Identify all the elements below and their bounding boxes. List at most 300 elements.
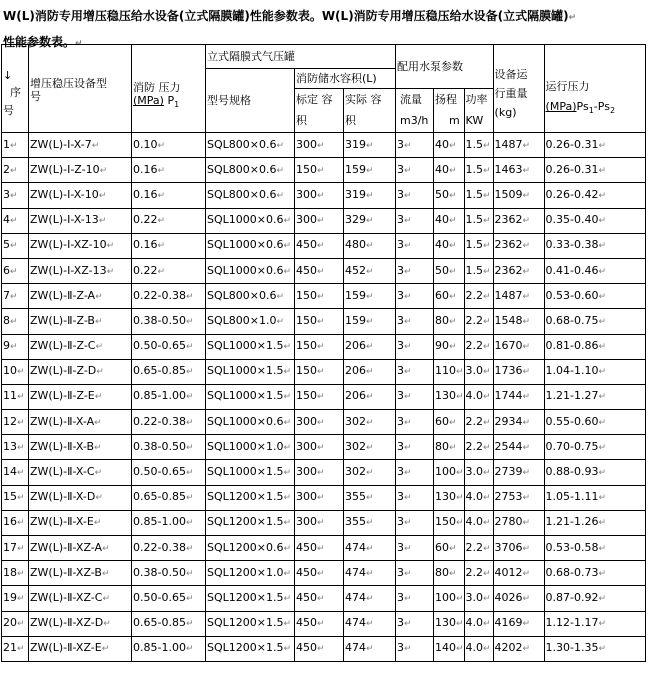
cell-value: 2739 bbox=[494, 465, 523, 479]
paragraph-mark-icon: ↵ bbox=[404, 468, 412, 479]
table-row bbox=[2, 611, 646, 636]
paragraph-mark-icon: ↵ bbox=[283, 619, 292, 630]
cell-value: 450 bbox=[296, 641, 317, 655]
cell-flow bbox=[396, 309, 434, 334]
cell-volume-actual bbox=[344, 233, 396, 258]
paragraph-mark-icon: ↵ bbox=[522, 493, 531, 504]
paragraph-mark-icon: ↵ bbox=[317, 165, 325, 176]
cell-value: SQL1000×0.6 bbox=[207, 213, 284, 227]
cell-value: 19 bbox=[3, 590, 17, 604]
cell-value: 40 bbox=[435, 137, 449, 151]
cell-value: 300 bbox=[296, 187, 317, 201]
header-head-line-1: 扬程 bbox=[435, 93, 457, 106]
cell-tank-model bbox=[206, 133, 295, 158]
cell-model bbox=[29, 561, 132, 586]
cell-flow bbox=[396, 359, 434, 384]
cell-value: 60 bbox=[435, 540, 449, 554]
cell-value: 1.12-1.17 bbox=[545, 616, 599, 630]
cell-volume-nominal bbox=[295, 334, 344, 359]
cell-tank-model bbox=[206, 460, 295, 485]
paragraph-mark-icon: ↵ bbox=[102, 543, 110, 554]
cell-fire-pressure bbox=[132, 208, 206, 233]
cell-value: 4012 bbox=[494, 565, 523, 579]
cell-model bbox=[29, 284, 132, 309]
cell-seq bbox=[2, 309, 29, 334]
cell-value: SQL800×0.6 bbox=[207, 137, 277, 151]
cell-run-pressure bbox=[544, 561, 645, 586]
cell-seq bbox=[2, 158, 29, 183]
cell-value: 0.22-0.38 bbox=[133, 540, 186, 554]
table-row bbox=[2, 384, 646, 409]
paragraph-mark-icon: ↵ bbox=[276, 316, 285, 327]
paragraph-mark-icon: ↵ bbox=[483, 241, 491, 252]
cell-value: 0.53-0.58 bbox=[545, 540, 599, 554]
cell-flow bbox=[396, 258, 434, 283]
cell-power bbox=[464, 133, 493, 158]
cell-value: 1.5 bbox=[465, 137, 484, 151]
cell-value: ZW(L)-Ⅱ-X-D bbox=[30, 490, 96, 504]
cell-value: 0.53-0.60 bbox=[545, 288, 599, 302]
paragraph-mark-icon: ↵ bbox=[456, 619, 464, 630]
cell-value: ZW(L)-Ⅰ-Z-10 bbox=[30, 162, 100, 176]
cell-value: 4202 bbox=[494, 641, 523, 655]
paragraph-mark-icon: ↵ bbox=[598, 316, 607, 327]
cell-value: 1509 bbox=[494, 187, 523, 201]
table-row bbox=[2, 410, 646, 435]
cell-seq bbox=[2, 510, 29, 535]
cell-value: 60 bbox=[435, 288, 449, 302]
cell-model bbox=[29, 611, 132, 636]
cell-flow bbox=[396, 536, 434, 561]
cell-value: 0.26-0.31 bbox=[545, 137, 599, 151]
cell-volume-nominal bbox=[295, 284, 344, 309]
paragraph-mark-icon: ↵ bbox=[185, 468, 194, 479]
paragraph-mark-icon: ↵ bbox=[366, 493, 374, 504]
cell-volume-nominal bbox=[295, 460, 344, 485]
paragraph-mark-icon: ↵ bbox=[456, 367, 464, 378]
cell-value: 1548 bbox=[494, 313, 523, 327]
paragraph-mark-icon: ↵ bbox=[106, 266, 115, 277]
table-row bbox=[2, 460, 646, 485]
cell-value: 80 bbox=[435, 439, 449, 453]
paragraph-mark-icon: ↵ bbox=[404, 316, 412, 327]
paragraph-mark-icon: ↵ bbox=[449, 442, 457, 453]
paragraph-mark-icon: ↵ bbox=[185, 392, 194, 403]
paragraph-mark-icon: ↵ bbox=[366, 392, 374, 403]
paragraph-mark-icon: ↵ bbox=[366, 468, 374, 479]
cell-value: 4.0 bbox=[465, 641, 484, 655]
cell-value: 0.55-0.60 bbox=[545, 414, 599, 428]
paragraph-mark-icon: ↵ bbox=[483, 593, 491, 604]
paragraph-mark-icon: ↵ bbox=[522, 190, 531, 201]
cell-flow bbox=[396, 435, 434, 460]
paragraph-mark-icon: ↵ bbox=[366, 644, 374, 655]
cell-power bbox=[464, 359, 493, 384]
cell-value: 40 bbox=[435, 238, 449, 252]
cell-weight bbox=[493, 183, 544, 208]
paragraph-mark-icon: ↵ bbox=[404, 593, 412, 604]
cell-value: ZW(L)-Ⅱ-X-A bbox=[30, 414, 95, 428]
cell-value: 2.2 bbox=[465, 313, 484, 327]
paragraph-mark-icon: ↵ bbox=[522, 568, 531, 579]
cell-value: 0.65-0.85 bbox=[133, 364, 186, 378]
paragraph-mark-icon: ↵ bbox=[366, 266, 374, 277]
paragraph-mark-icon: ↵ bbox=[317, 442, 325, 453]
cell-weight bbox=[493, 208, 544, 233]
header-seq-line-2: 序 bbox=[10, 85, 21, 99]
paragraph-mark-icon: ↵ bbox=[102, 593, 111, 604]
cell-value: 0.68-0.75 bbox=[545, 313, 599, 327]
header-volume-actual-line-2: 积 bbox=[345, 114, 356, 127]
paragraph-mark-icon: ↵ bbox=[366, 241, 374, 252]
cell-fire-pressure bbox=[132, 309, 206, 334]
cell-value: 1487 bbox=[494, 137, 523, 151]
paragraph-mark-icon: ↵ bbox=[449, 417, 457, 428]
paragraph-mark-icon: ↵ bbox=[404, 367, 412, 378]
cell-value: 474 bbox=[345, 540, 366, 554]
cell-value: 150 bbox=[296, 389, 317, 403]
paragraph-mark-icon: ↵ bbox=[185, 518, 194, 529]
paragraph-mark-icon: ↵ bbox=[404, 190, 412, 201]
cell-weight bbox=[493, 233, 544, 258]
cell-seq bbox=[2, 485, 29, 510]
cell-model bbox=[29, 334, 132, 359]
cell-weight bbox=[493, 258, 544, 283]
cell-value: 450 bbox=[296, 590, 317, 604]
paragraph-mark-icon: ↵ bbox=[317, 291, 325, 302]
cell-volume-actual bbox=[344, 410, 396, 435]
paragraph-mark-icon: ↵ bbox=[598, 140, 607, 151]
cell-volume-nominal bbox=[295, 309, 344, 334]
cell-value: 450 bbox=[296, 565, 317, 579]
cell-value: 355 bbox=[345, 490, 366, 504]
cell-power bbox=[464, 384, 493, 409]
paragraph-mark-icon: ↵ bbox=[598, 216, 607, 227]
cell-value: 3 bbox=[397, 238, 404, 252]
cell-value: 2934 bbox=[494, 414, 523, 428]
paragraph-mark-icon: ↵ bbox=[283, 367, 292, 378]
paragraph-mark-icon: ↵ bbox=[598, 165, 607, 176]
title-line-2: 性能参数表。 bbox=[3, 35, 76, 49]
cell-value: 1.05-1.11 bbox=[545, 490, 599, 504]
cell-value: 1.21-1.27 bbox=[545, 389, 599, 403]
paragraph-mark-icon: ↵ bbox=[456, 644, 464, 655]
cell-model bbox=[29, 435, 132, 460]
cell-volume-nominal bbox=[295, 510, 344, 535]
cell-run-pressure bbox=[544, 208, 645, 233]
cell-value: 0.22-0.38 bbox=[133, 414, 186, 428]
paragraph-mark-icon: ↵ bbox=[449, 342, 457, 353]
paragraph-mark-icon: ↵ bbox=[10, 140, 18, 151]
paragraph-mark-icon: ↵ bbox=[10, 216, 18, 227]
header-flow-line-2: m3/h bbox=[400, 114, 429, 127]
header-flow bbox=[396, 89, 434, 133]
paragraph-mark-icon: ↵ bbox=[157, 140, 166, 151]
cell-seq bbox=[2, 258, 29, 283]
cell-value: 3.0 bbox=[465, 364, 484, 378]
table-row bbox=[2, 183, 646, 208]
paragraph-mark-icon: ↵ bbox=[483, 493, 491, 504]
cell-tank-model bbox=[206, 258, 295, 283]
cell-tank-model bbox=[206, 359, 295, 384]
paragraph-mark-icon: ↵ bbox=[449, 543, 457, 554]
cell-seq bbox=[2, 359, 29, 384]
header-power-line-1: 功率 bbox=[465, 93, 488, 106]
paragraph-mark-icon: ↵ bbox=[10, 342, 18, 353]
cell-flow bbox=[396, 460, 434, 485]
paragraph-mark-icon: ↵ bbox=[17, 619, 25, 630]
cell-value: SQL1000×0.6 bbox=[207, 263, 284, 277]
cell-head bbox=[434, 410, 465, 435]
cell-value: 474 bbox=[345, 616, 366, 630]
paragraph-mark-icon: ↵ bbox=[404, 644, 412, 655]
paragraph-mark-icon: ↵ bbox=[598, 644, 607, 655]
cell-value: 480 bbox=[345, 238, 366, 252]
paragraph-mark-icon: ↵ bbox=[10, 266, 18, 277]
cell-weight bbox=[493, 133, 544, 158]
cell-value: SQL1000×1.0 bbox=[207, 439, 284, 453]
paragraph-mark-icon: ↵ bbox=[483, 266, 491, 277]
cell-value: 0.26-0.31 bbox=[545, 162, 599, 176]
cell-value: 5 bbox=[3, 238, 10, 252]
cell-seq bbox=[2, 460, 29, 485]
paragraph-mark-icon: ↵ bbox=[317, 316, 325, 327]
paragraph-mark-icon: ↵ bbox=[522, 442, 531, 453]
cell-value: ZW(L)-Ⅰ-X-7 bbox=[30, 137, 92, 151]
cell-power bbox=[464, 158, 493, 183]
cell-tank-model bbox=[206, 384, 295, 409]
cell-value: SQL1000×1.5 bbox=[207, 364, 284, 378]
paragraph-mark-icon: ↵ bbox=[10, 165, 18, 176]
cell-flow bbox=[396, 208, 434, 233]
cell-seq bbox=[2, 586, 29, 611]
cell-flow bbox=[396, 233, 434, 258]
table-row bbox=[2, 510, 646, 535]
cell-value: 2780 bbox=[494, 515, 523, 529]
paragraph-mark-icon: ↵ bbox=[283, 342, 292, 353]
cell-volume-actual bbox=[344, 133, 396, 158]
cell-value: 0.70-0.75 bbox=[545, 439, 599, 453]
cell-head bbox=[434, 258, 465, 283]
header-model-line-1: 增压稳压设备型 bbox=[30, 77, 107, 90]
paragraph-mark-icon: ↵ bbox=[366, 216, 374, 227]
cell-value: 150 bbox=[296, 162, 317, 176]
cell-power bbox=[464, 183, 493, 208]
paragraph-mark-icon: ↵ bbox=[456, 518, 464, 529]
paragraph-mark-icon: ↵ bbox=[449, 316, 457, 327]
cell-volume-actual bbox=[344, 158, 396, 183]
cell-value: 3 bbox=[397, 540, 404, 554]
cell-value: 3 bbox=[397, 137, 404, 151]
cell-weight bbox=[493, 158, 544, 183]
paragraph-mark-icon: ↵ bbox=[522, 593, 531, 604]
paragraph-mark-icon: ↵ bbox=[94, 442, 102, 453]
paragraph-mark-icon: ↵ bbox=[185, 342, 194, 353]
paragraph-mark-icon: ↵ bbox=[449, 241, 457, 252]
cell-weight bbox=[493, 334, 544, 359]
cell-value: 18 bbox=[3, 565, 17, 579]
cell-head bbox=[434, 334, 465, 359]
cell-head bbox=[434, 384, 465, 409]
cell-value: 0.87-0.92 bbox=[545, 590, 599, 604]
header-seq-line-3: 号 bbox=[3, 103, 14, 117]
paragraph-mark-icon: ↵ bbox=[95, 342, 104, 353]
cell-value: 0.68-0.73 bbox=[545, 565, 599, 579]
cell-value: SQL1200×1.5 bbox=[207, 515, 284, 529]
cell-weight bbox=[493, 636, 544, 661]
paragraph-mark-icon: ↵ bbox=[483, 165, 491, 176]
cell-volume-actual bbox=[344, 208, 396, 233]
cell-value: SQL1000×1.5 bbox=[207, 339, 284, 353]
cell-value: 12 bbox=[3, 414, 17, 428]
cell-value: 0.38-0.50 bbox=[133, 313, 186, 327]
cell-flow bbox=[396, 133, 434, 158]
cell-power bbox=[464, 258, 493, 283]
cell-value: 100 bbox=[435, 465, 456, 479]
cell-flow bbox=[396, 410, 434, 435]
header-flow-line-1: 流量 bbox=[400, 93, 422, 106]
header-model-line-2: 号 bbox=[30, 90, 41, 103]
cell-value: 159 bbox=[345, 313, 366, 327]
paragraph-mark-icon: ↵ bbox=[157, 266, 166, 277]
paragraph-mark-icon: ↵ bbox=[522, 342, 531, 353]
cell-value: SQL1200×1.5 bbox=[207, 616, 284, 630]
cell-value: 0.16 bbox=[133, 162, 158, 176]
cell-value: 2.2 bbox=[465, 339, 484, 353]
paragraph-mark-icon: ↵ bbox=[568, 13, 577, 23]
cell-run-pressure bbox=[544, 410, 645, 435]
cell-power bbox=[464, 485, 493, 510]
cell-value: 2.2 bbox=[465, 540, 484, 554]
cell-power bbox=[464, 561, 493, 586]
cell-value: 300 bbox=[296, 439, 317, 453]
cell-value: 450 bbox=[296, 616, 317, 630]
paragraph-mark-icon: ↵ bbox=[522, 266, 531, 277]
paragraph-mark-icon: ↵ bbox=[94, 392, 103, 403]
cell-value: 3 bbox=[397, 616, 404, 630]
cell-head bbox=[434, 636, 465, 661]
paragraph-mark-icon: ↵ bbox=[483, 291, 491, 302]
cell-run-pressure bbox=[544, 586, 645, 611]
cell-value: 452 bbox=[345, 263, 366, 277]
paragraph-mark-icon: ↵ bbox=[449, 568, 457, 579]
cell-value: 0.88-0.93 bbox=[545, 465, 599, 479]
cell-flow bbox=[396, 510, 434, 535]
paragraph-mark-icon: ↵ bbox=[317, 468, 325, 479]
cell-run-pressure bbox=[544, 611, 645, 636]
cell-volume-actual bbox=[344, 586, 396, 611]
cell-value: 3 bbox=[397, 590, 404, 604]
cell-value: 3 bbox=[397, 339, 404, 353]
cell-value: 10 bbox=[3, 364, 17, 378]
cell-volume-nominal bbox=[295, 183, 344, 208]
cell-run-pressure bbox=[544, 636, 645, 661]
cell-run-pressure bbox=[544, 233, 645, 258]
cell-tank-model bbox=[206, 611, 295, 636]
cell-fire-pressure bbox=[132, 334, 206, 359]
paragraph-mark-icon: ↵ bbox=[317, 417, 325, 428]
cell-volume-actual bbox=[344, 183, 396, 208]
cell-value: ZW(L)-Ⅱ-Z-A bbox=[30, 288, 96, 302]
cell-value: 4.0 bbox=[465, 616, 484, 630]
cell-value: 60 bbox=[435, 414, 449, 428]
cell-volume-nominal bbox=[295, 233, 344, 258]
paragraph-mark-icon: ↵ bbox=[598, 568, 607, 579]
cell-value: 206 bbox=[345, 339, 366, 353]
cell-value: 1.5 bbox=[465, 238, 484, 252]
header-volume-actual bbox=[344, 89, 396, 133]
cell-value: 300 bbox=[296, 414, 317, 428]
paragraph-mark-icon: ↵ bbox=[522, 291, 531, 302]
cell-fire-pressure bbox=[132, 611, 206, 636]
paragraph-mark-icon: ↵ bbox=[598, 190, 607, 201]
cell-value: 21 bbox=[3, 641, 17, 655]
cell-value: 110 bbox=[435, 364, 456, 378]
performance-parameter-table bbox=[1, 44, 646, 662]
cell-seq bbox=[2, 183, 29, 208]
paragraph-mark-icon: ↵ bbox=[283, 493, 292, 504]
paragraph-mark-icon: ↵ bbox=[522, 644, 531, 655]
cell-head bbox=[434, 586, 465, 611]
cell-value: ZW(L)-Ⅱ-Z-B bbox=[30, 313, 95, 327]
cell-value: 0.50-0.65 bbox=[133, 465, 186, 479]
paragraph-mark-icon: ↵ bbox=[449, 266, 457, 277]
cell-value: 2362 bbox=[494, 238, 523, 252]
cell-value: 0.65-0.85 bbox=[133, 490, 186, 504]
cell-value: 319 bbox=[345, 187, 366, 201]
cell-value: ZW(L)-Ⅱ-Z-C bbox=[30, 339, 96, 353]
cell-value: 4.0 bbox=[465, 515, 484, 529]
cell-value: 319 bbox=[345, 137, 366, 151]
paragraph-mark-icon: ↵ bbox=[598, 442, 607, 453]
cell-volume-nominal bbox=[295, 133, 344, 158]
paragraph-mark-icon: ↵ bbox=[99, 165, 108, 176]
cell-flow bbox=[396, 183, 434, 208]
paragraph-mark-icon: ↵ bbox=[283, 442, 292, 453]
cell-value: 2.2 bbox=[465, 288, 484, 302]
cell-value: 300 bbox=[296, 465, 317, 479]
cell-power bbox=[464, 208, 493, 233]
paragraph-mark-icon: ↵ bbox=[483, 568, 491, 579]
cell-value: ZW(L)-Ⅰ-X-13 bbox=[30, 213, 99, 227]
cell-value: 3 bbox=[397, 641, 404, 655]
paragraph-mark-icon: ↵ bbox=[185, 619, 194, 630]
cell-head bbox=[434, 460, 465, 485]
paragraph-mark-icon: ↵ bbox=[283, 241, 292, 252]
cell-value: 300 bbox=[296, 213, 317, 227]
paragraph-mark-icon: ↵ bbox=[366, 165, 374, 176]
paragraph-mark-icon: ↵ bbox=[404, 442, 412, 453]
paragraph-mark-icon: ↵ bbox=[185, 417, 194, 428]
paragraph-mark-icon: ↵ bbox=[283, 266, 292, 277]
paragraph-mark-icon: ↵ bbox=[317, 140, 325, 151]
cell-flow bbox=[396, 334, 434, 359]
cell-fire-pressure bbox=[132, 359, 206, 384]
cell-volume-actual bbox=[344, 435, 396, 460]
paragraph-mark-icon: ↵ bbox=[276, 190, 285, 201]
cell-value: 1736 bbox=[494, 364, 523, 378]
cell-value: 1463 bbox=[494, 162, 523, 176]
paragraph-mark-icon: ↵ bbox=[366, 342, 374, 353]
cell-head bbox=[434, 561, 465, 586]
cell-value: 474 bbox=[345, 641, 366, 655]
header-fire-pressure-symbol: P bbox=[167, 94, 175, 107]
paragraph-mark-icon: ↵ bbox=[522, 316, 531, 327]
table-row bbox=[2, 485, 646, 510]
cell-weight bbox=[493, 359, 544, 384]
cell-tank-model bbox=[206, 183, 295, 208]
paragraph-mark-icon: ↵ bbox=[483, 619, 491, 630]
